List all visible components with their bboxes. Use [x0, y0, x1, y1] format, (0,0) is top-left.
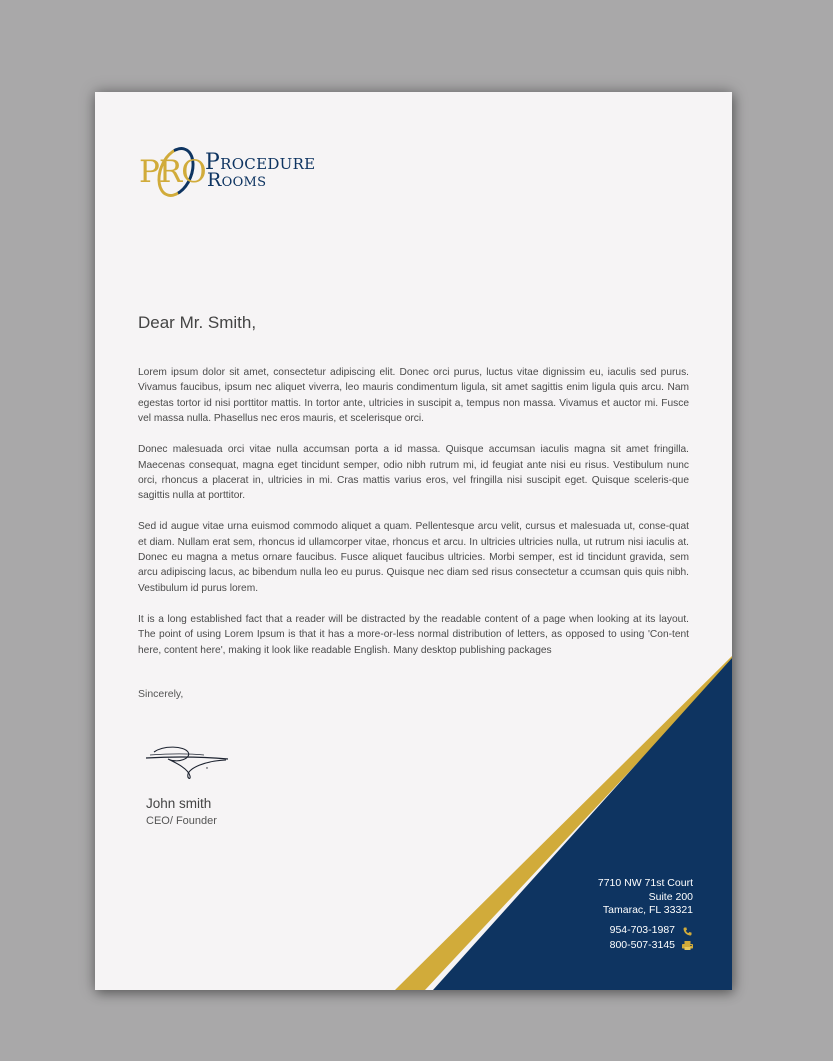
body-paragraph: Donec malesuada orci vitae nulla accumsan porta a id massa. Quisque accumsan iaculis magna sit amet fringilla. Maecenas consequat, magna eget tincidunt semper, odio nibh rutrum mi, id feugiat ante nisi eu risus. Vestibulum nunc orci, rhoncus a placerat in, ultricies in mi. Cras mattis varius eros, vel fringilla nisi suscipit eget. Quisque sceleris-que sagittis nulla at porttitor.	[138, 444, 689, 502]
letter-greeting: Dear Mr. Smith,	[138, 313, 257, 332]
address-line: 7710 NW 71st Court	[597, 877, 693, 889]
logo-word-rooms: Rooms	[207, 169, 267, 191]
signer-title: CEO/ Founder	[146, 815, 217, 827]
phone-row	[598, 924, 693, 939]
phone-icon	[681, 927, 693, 936]
letter-closing: Sincerely,	[138, 688, 184, 700]
body-paragraph: Lorem ipsum dolor sit amet, consectetur adipiscing elit. Donec orci purus, luctus vitae dignissim eu, iaculis sed purus. Vivamus faucibus, ipsum nec aliquet viverra, leo mauris condimentum ligula, sit amet sagittis enim ligula quis arcu. Nam egestas tortor id nisi porttitor mattis. In tortor ante, ultricies in suscipit a, tempus non massa. Vivamus et auctor mi. Fusce vel massa nulla. Phasellus nec eros mauris, et scelerisque orci.	[138, 367, 689, 425]
fax-number: 800-507-3145	[609, 938, 675, 951]
phone-number: 954-703-1987	[609, 924, 675, 937]
contact-block	[598, 877, 693, 953]
fax-row	[598, 938, 693, 953]
body-paragraph: It is a long established fact that a reader will be distracted by the readable content of a page when looking at its layout. The point of using Lorem Ipsum is that it has a more-or-less normal distribution of letters, as opposed to using 'Con-tent here, content here', making it look like readable English. Many desktop publishing packages	[138, 613, 689, 656]
letterhead-page	[95, 92, 732, 990]
address-line: Tamarac, FL 33321	[602, 904, 693, 917]
fax-icon	[681, 941, 693, 950]
logo-word-procedure: Procedure	[205, 150, 316, 175]
body-paragraph: Sed id augue vitae urna euismod commodo aliquet a quam. Pellentesque arcu velit, cursus et malesuada ut, conse-quat et diam. Nullam erat sem, rhoncus id ullamcorper vitae, rhoncus et arcu. In ultricies ultricies nulla, ut rutrum nisi iaculis at. Donec eu magna a metus ornare faucibus. Fusce aliquet faucibus ultricies. Morbi semper, est id tincidunt gravida, sem arcu adipiscing lacus, ac bibendum nulla leo eu purus. Quisque nec diam sed risus consectetur a ccumsan quis quis nibh. Vestibulum id purus lorem.	[138, 521, 689, 594]
address	[598, 877, 693, 918]
address-line: Suite 200	[648, 890, 693, 903]
phone-numbers	[598, 924, 693, 953]
logo-mark: PRO	[139, 154, 206, 190]
decorative-corner	[95, 92, 732, 990]
signer-name: John smith	[146, 796, 212, 811]
